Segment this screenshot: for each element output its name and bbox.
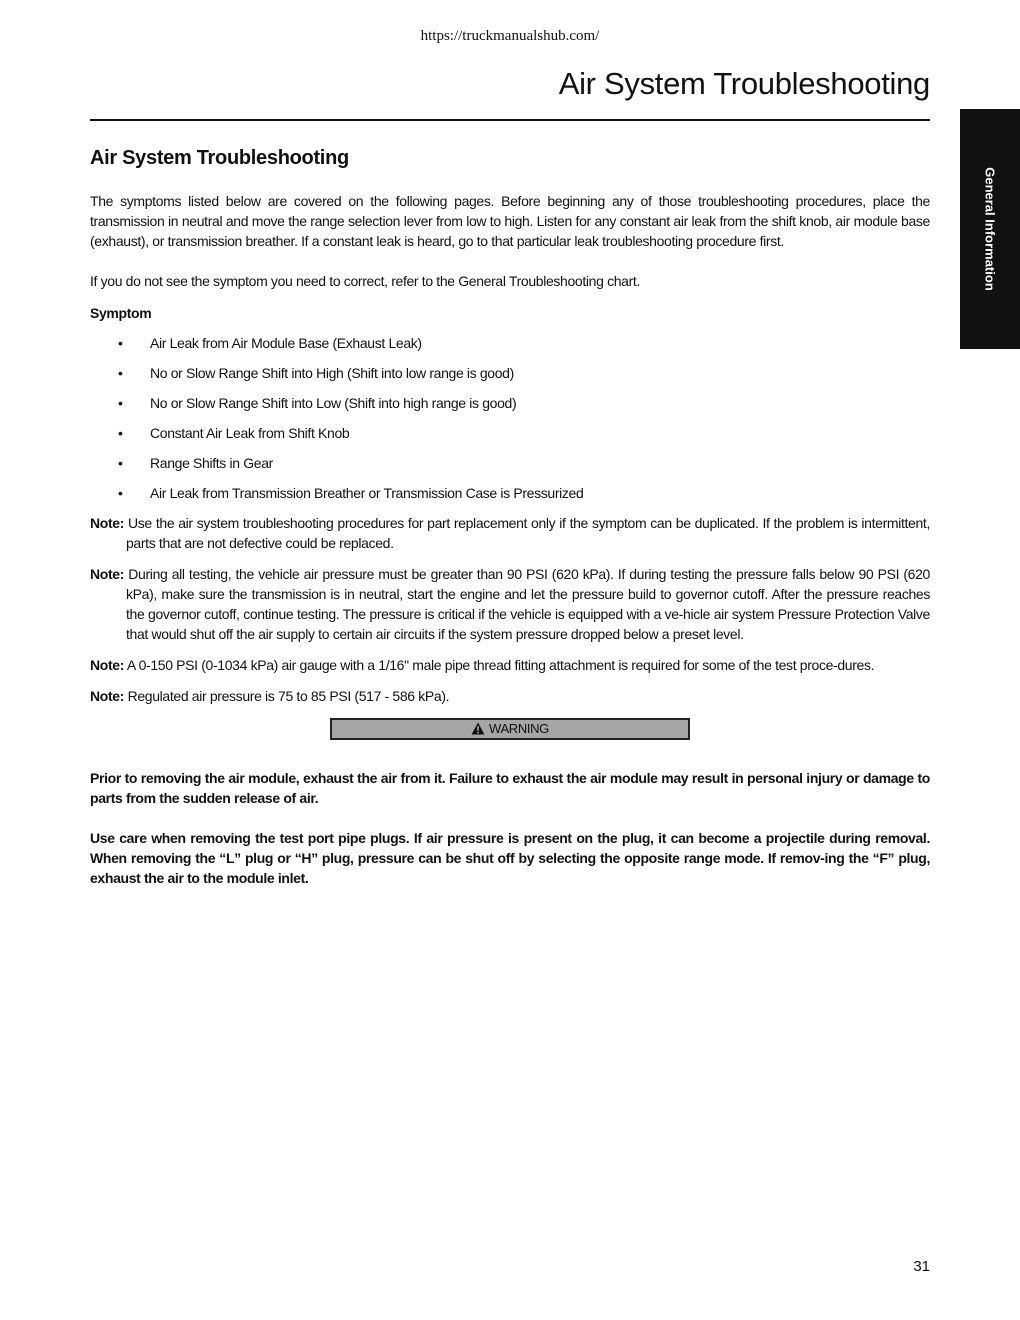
header-rule: [90, 119, 930, 121]
symptom-item: [90, 483, 930, 503]
symptom-text: Air Leak from Air Module Base (Exhaust Leak): [150, 335, 422, 351]
symptom-item: [90, 423, 930, 443]
warning-triangle-icon: [471, 722, 485, 740]
note: [90, 655, 930, 675]
note-label: Note:: [90, 515, 125, 531]
intro-paragraph: The symptoms listed below are covered on the following pages. Before beginning any of those troubleshooting procedures, place the transmission in neutral and move the range selection lever from low to high. Listen for any constant air leak from the shift knob, air module base (exhaust), or transmission breather. If a constant leak is heard, go to that particular leak troubleshooting procedure first.: [90, 193, 930, 249]
symptom-text: No or Slow Range Shift into High (Shift into low range is good): [150, 365, 514, 381]
note-label: Note:: [90, 566, 125, 582]
note: [90, 564, 930, 644]
note-text: Regulated air pressure is 75 to 85 PSI (517 - 586 kPa).: [127, 688, 450, 704]
side-tab-label: General Information: [982, 167, 998, 291]
bullet: •: [118, 425, 123, 441]
source-url: https://truckmanualshub.com/: [420, 28, 600, 44]
symptom-text: Constant Air Leak from Shift Knob: [150, 425, 350, 441]
note-text: Use the air system troubleshooting procedures for part replacement only if the symptom can be duplicated. If the problem is intermittent, parts that are not defective could be replaced.: [126, 515, 930, 551]
warning-label: WARNING: [489, 721, 549, 736]
symptom-text: Air Leak from Transmission Breather or Transmission Case is Pressurized: [150, 485, 584, 501]
bullet: •: [118, 455, 123, 471]
warning-paragraph: Use care when removing the test port pipe plugs. If air pressure is present on the plug, it can become a projectile during removal. When removing the “L” plug or “H” plug, pressure can be shut off by selecting the opposite range mode. If remov-ing the “F” plug, exhaust the air to the module inlet.: [90, 830, 930, 886]
symptom-label: Symptom: [90, 305, 152, 321]
note: [90, 513, 930, 553]
symptom-list: [90, 333, 930, 503]
symptom-item: [90, 363, 930, 383]
note-text: A 0-150 PSI (0-1034 kPa) air gauge with a 1/16" male pipe thread fitting attachment is required for some of the test proce-dures.: [126, 657, 875, 673]
side-tab: [960, 109, 1020, 349]
bullet: •: [118, 395, 123, 411]
symptom-item: [90, 453, 930, 473]
bullet: •: [118, 485, 123, 501]
note-label: Note:: [90, 657, 125, 673]
warning-box: [330, 718, 690, 740]
bullet: •: [118, 335, 123, 351]
reference-paragraph: If you do not see the symptom you need to correct, refer to the General Troubleshooting chart.: [90, 273, 640, 289]
symptom-text: No or Slow Range Shift into Low (Shift into high range is good): [150, 395, 517, 411]
symptom-text: Range Shifts in Gear: [150, 455, 273, 471]
main-content: [90, 145, 930, 888]
note: [90, 686, 930, 706]
note-text: During all testing, the vehicle air pressure must be greater than 90 PSI (620 kPa). If during testing the pressure falls below 90 PSI (620 kPa), make sure the transmission is in neutral, start the engine and let the pressure build to governor cutoff. After the pressure reaches the governor cutoff, continue testing. The pressure is critical if the vehicle is equipped with a ve-hicle air system Pressure Protection Valve that would shut off the air supply to certain air circuits if the system pressure dropped below a preset level.: [126, 566, 930, 642]
bullet: •: [118, 365, 123, 381]
header-title: Air System Troubleshooting: [558, 66, 930, 101]
warning-paragraph: Prior to removing the air module, exhaust the air from it. Failure to exhaust the air module may result in personal injury or damage to parts from the sudden release of air.: [90, 770, 930, 806]
symptom-item: [90, 333, 930, 353]
section-heading: Air System Troubleshooting: [90, 147, 349, 169]
symptom-item: [90, 393, 930, 413]
note-label: Note:: [90, 688, 125, 704]
page-number: 31: [913, 1258, 930, 1275]
